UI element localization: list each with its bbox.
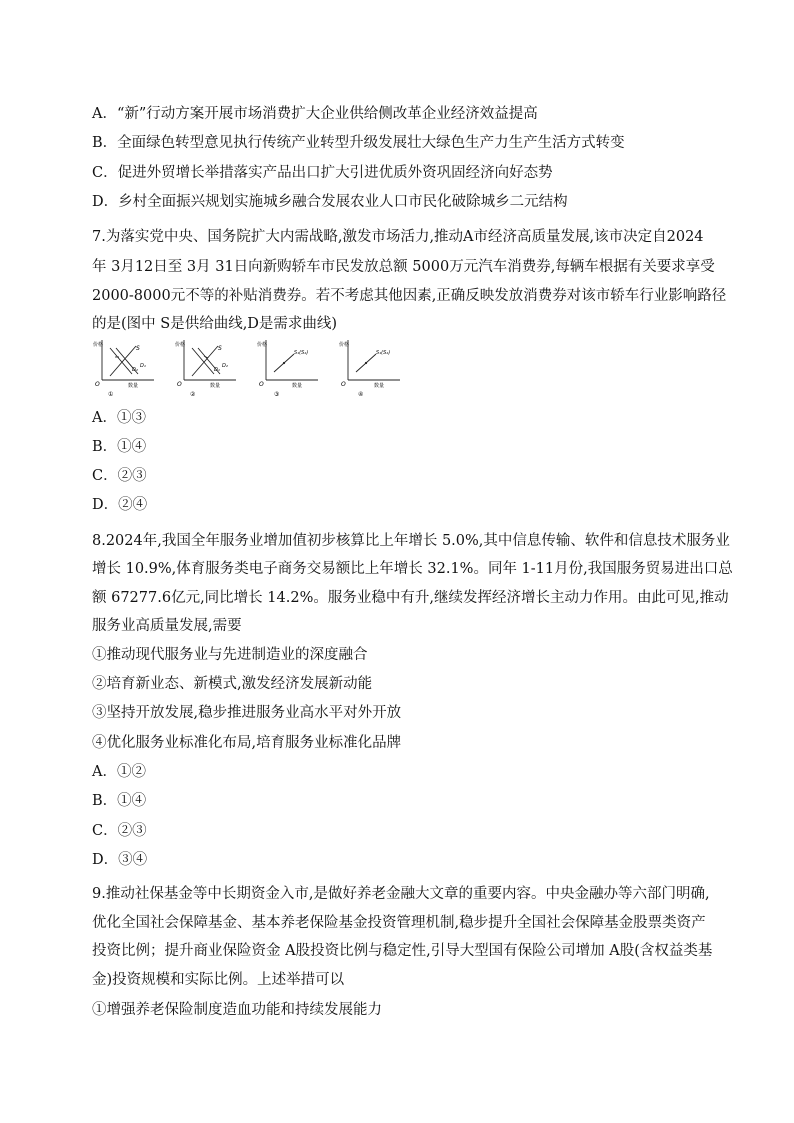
quantity-axis-label: 数量	[374, 383, 385, 389]
q7-graph-1	[92, 336, 160, 398]
quantity-axis-label: 数量	[210, 383, 221, 389]
origin-label: O	[341, 381, 346, 388]
q9-stem-line-1: 9.推动社保基金等中长期资金入市,是做好养老金融大文章的重要内容。中央金融办等六部门明确,	[92, 886, 710, 902]
d1-label: D₁	[140, 363, 146, 369]
q6-option-d: D．乡村全面振兴规划实施城乡融合发展农业人口市民化破除城乡二元结构	[92, 194, 568, 210]
q8-stem-line-3: 额 67277.6亿元,同比增长 14.2%。服务业稳中有升,继续发挥经济增长主动力作用。由此可见,推动	[92, 590, 729, 606]
q7-graph-3	[256, 336, 324, 398]
q8-item-4: ④优化服务业标准化布局,培育服务业标准化品牌	[92, 735, 402, 751]
graph-number-3: ③	[274, 391, 280, 398]
supply-label: S	[218, 345, 222, 352]
d1-label: D₁	[214, 367, 220, 373]
q7-graphs	[92, 336, 392, 398]
graph-number-2: ②	[190, 391, 196, 398]
q7-option-b: B．①④	[92, 439, 147, 455]
price-axis-label: 价格	[175, 342, 186, 348]
q7-stem-line-1: 7.为落实党中央、国务院扩大内需战略,激发市场活力,推动A市经济高质量发展,该市决定自2024	[92, 229, 704, 245]
quantity-axis-label: 数量	[292, 383, 303, 389]
q6-option-a: A．“新”行动方案开展市场消费扩大企业供给侧改革企业经济效益提高	[92, 106, 538, 122]
q8-option-d: D．③④	[92, 852, 148, 868]
q9-stem-line-4: 金)投资规模和实际比例。上述举措可以	[92, 972, 345, 988]
q8-stem-line-4: 服务业高质量发展,需要	[92, 618, 242, 634]
q8-item-3: ③坚持开放发展,稳步推进服务业高水平对外开放	[92, 705, 402, 721]
q7-option-a: A．①③	[92, 410, 146, 426]
origin-label: O	[259, 381, 264, 388]
graph-number-1: ①	[108, 391, 114, 398]
supply-label: S	[136, 345, 140, 352]
q7-option-d: D．②④	[92, 497, 148, 513]
price-axis-label: 价格	[93, 342, 104, 348]
q7-stem-line-3: 2000-8000元不等的补贴消费券。若不考虑其他因素,正确反映发放消费券对该市轿车行业影响路径	[92, 288, 727, 304]
q9-item-1: ①增强养老保险制度造血功能和持续发展能力	[92, 1002, 382, 1018]
s1s2-label: S₁(S₂)	[376, 350, 391, 356]
q8-item-2: ②培育新业态、新模式,激发经济发展新动能	[92, 676, 373, 692]
quantity-axis-label: 数量	[128, 383, 139, 389]
q8-option-c: C．②③	[92, 823, 147, 839]
q7-option-c: C．②③	[92, 468, 147, 484]
q7-stem-line-4: 的是(图中 S是供给曲线,D是需求曲线)	[92, 316, 338, 332]
price-axis-label: 价格	[257, 342, 268, 348]
origin-label: O	[95, 381, 100, 388]
q9-stem-line-2: 优化全国社会保障基金、基本养老保险基金投资管理机制,稳步提升全国社会保障基金股票类资产	[92, 915, 706, 931]
q9-stem-line-3: 投资比例；提升商业保险资金 A股投资比例与稳定性,引导大型国有保险公司增加 A股(含权益类基	[92, 943, 713, 959]
d2-label: D₂	[132, 367, 138, 373]
d2-label: D₂	[222, 363, 228, 369]
q7-stem-line-2: 年 3月12日至 3月 31日向新购轿车市民发放总额 5000万元汽车消费券,每辆车根据有关要求享受	[92, 259, 715, 275]
q6-option-b: B．全面绿色转型意见执行传统产业转型升级发展壮大绿色生产力生产生活方式转变	[92, 135, 625, 151]
q8-option-a: A．①②	[92, 764, 146, 780]
q6-option-c: C．促进外贸增长举措落实产品出口扩大引进优质外资巩固经济向好态势	[92, 165, 553, 181]
graph-number-4: ④	[358, 391, 364, 398]
s1s2-label: S₁(S₂)	[294, 350, 309, 356]
origin-label: O	[177, 381, 182, 388]
q8-item-1: ①推动现代服务业与先进制造业的深度融合	[92, 647, 368, 663]
q7-graph-2	[174, 336, 242, 398]
q7-graph-4	[338, 336, 406, 398]
q8-option-b: B．①④	[92, 793, 147, 809]
q8-stem-line-2: 增长 10.9%,体育服务类电子商务交易额比上年增长 32.1%。同年 1-11月份,我国服务贸易进出口总	[92, 561, 733, 577]
price-axis-label: 价格	[339, 342, 350, 348]
q8-stem-line-1: 8.2024年,我国全年服务业增加值初步核算比上年增长 5.0%,其中信息传输、软件和信息技术服务业	[92, 533, 730, 549]
